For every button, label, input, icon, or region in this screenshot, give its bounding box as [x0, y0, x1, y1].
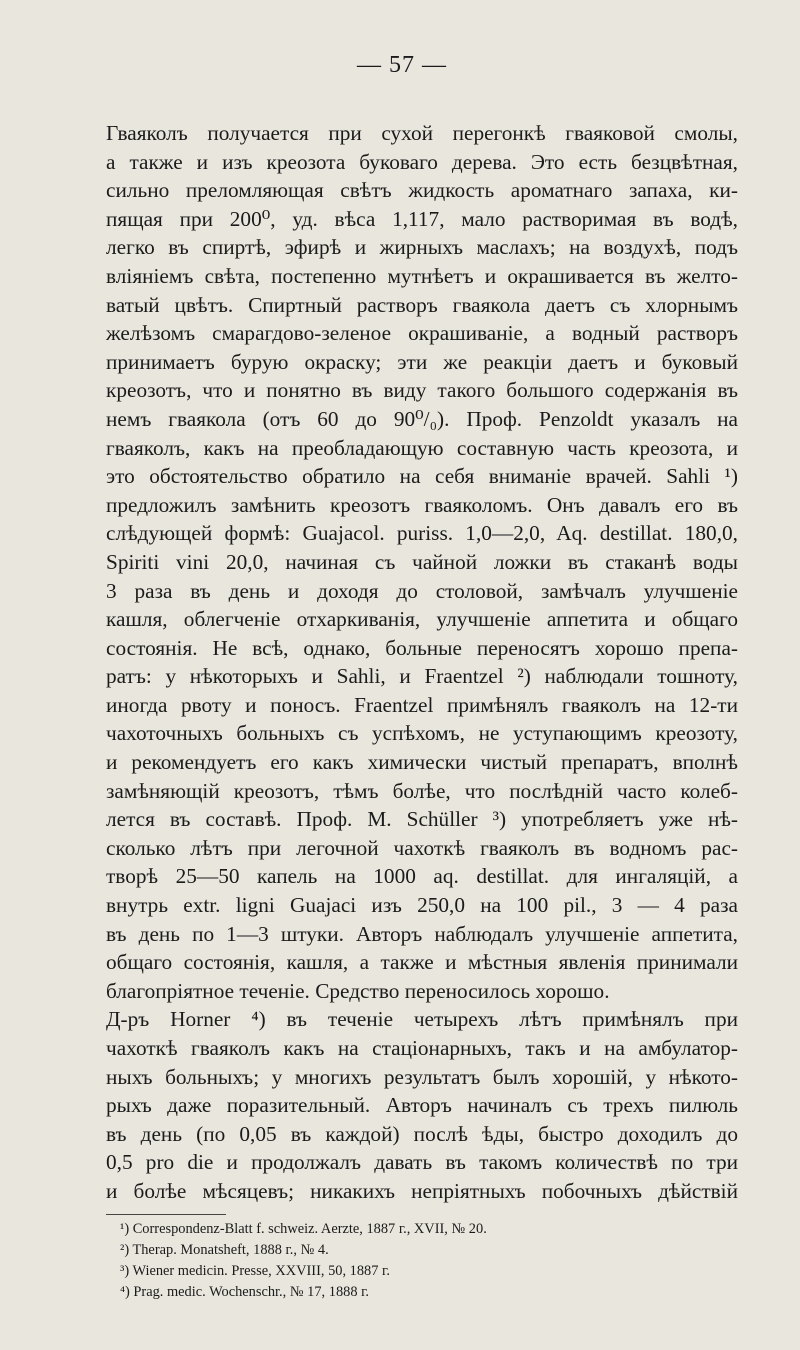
text-line: легко въ спиртѣ, эфирѣ и жирныхъ маслахъ; на воздухѣ, подъ — [106, 235, 738, 260]
text-line: принимаетъ бурую окраску; эти же реакціи даетъ и буковый — [106, 349, 738, 374]
text-line: внутрь extr. ligni Guajaci изъ 250,0 на 100 pil., 3 — 4 раза — [106, 893, 738, 918]
text-line: Д-ръ Horner ⁴) въ теченіе четырехъ лѣтъ примѣнялъ при — [106, 1007, 738, 1032]
text-line: чахоткѣ гваяколъ какъ на стаціонарныхъ, такъ и на амбулатор- — [106, 1036, 738, 1060]
text-line: а также и изъ креозота буковаго дерева. Это есть безцвѣтная, — [106, 149, 738, 174]
text-line: креозотъ, что и понятно въ виду такого большого содержанія въ — [106, 378, 738, 403]
footnote: ³) Wiener medicin. Presse, XXVIII, 50, 1887 г. — [120, 1262, 390, 1279]
text-line: рыхъ даже поразительный. Авторъ начиналъ съ трехъ пилюль — [106, 1093, 738, 1118]
text-line: и болѣе мѣсяцевъ; никакихъ непріятныхъ побочныхъ дѣйствій — [106, 1178, 738, 1203]
text-line: ратъ: у нѣкоторыхъ и Sahli, и Fraentzel ²) наблюдали тошноту, — [106, 664, 738, 689]
text-line: сильно преломляющая свѣтъ жидкость ароматнаго запаха, ки- — [106, 178, 738, 203]
text-line: ватый цвѣтъ. Спиртный растворъ гваякола даетъ съ хлорнымъ — [106, 292, 738, 317]
footnote: ⁴) Prag. medic. Wochenschr., № 17, 1888 г. — [120, 1283, 370, 1300]
text-line: слѣдующей формѣ: Guajacol. puriss. 1,0—2,0, Aq. destillat. 180,0, — [106, 521, 738, 546]
footnote-divider — [106, 1214, 226, 1215]
text-line: въ день (по 0,05 въ каждой) послѣ ѣды, быстро доходилъ до — [106, 1121, 738, 1146]
text-line: Spiriti vini 20,0, начиная съ чайной ложки въ стаканѣ воды — [106, 549, 738, 574]
text-line: 3 раза въ день и доходя до столовой, замѣчалъ улучшеніе — [106, 578, 738, 603]
text-line: кашля, облегченіе отхаркиванія, улучшеніе аппетита и общаго — [106, 607, 738, 632]
text-line: въ день по 1—3 штуки. Авторъ наблюдалъ улучшеніе аппетита, — [106, 921, 738, 946]
body-text — [106, 119, 738, 1206]
page-number: — 57 — — [357, 52, 447, 78]
text-line: благопріятное теченіе. Средство переносилось хорошо. — [106, 978, 610, 1003]
text-line: сколько лѣтъ при легочной чахоткѣ гваяколъ въ водномъ рас- — [106, 835, 738, 860]
text-line: пящая при 200⁰, уд. вѣса 1,117, мало растворимая въ водѣ, — [106, 206, 738, 231]
text-line: и рекомендуетъ его какъ химически чистый препаратъ, вполнѣ — [106, 750, 738, 775]
text-line: гваяколъ, какъ на преобладающую составную часть креозота, и — [106, 435, 738, 460]
footnotes — [106, 1219, 738, 1303]
text-line: чахоточныхъ больныхъ съ успѣхомъ, не уступающимъ креозоту, — [106, 721, 738, 746]
text-line: общаго состоянія, кашля, а также и мѣстныя явленія принимали — [106, 950, 738, 975]
text-line: ныхъ больныхъ; у многихъ результатъ былъ хорошій, у нѣкото- — [106, 1064, 738, 1089]
text-line: вліяніемъ свѣта, постепенно мутнѣетъ и окрашивается въ желто- — [106, 263, 738, 288]
text-line: желѣзомъ смарагдово-зеленое окрашиваніе, а водный растворъ — [106, 321, 738, 346]
text-line: Гваяколъ получается при сухой перегонкѣ гваяковой смолы, — [106, 121, 738, 145]
text-line: замѣняющій креозотъ, тѣмъ болѣе, что послѣдній часто колеб- — [106, 778, 738, 803]
text-line: 0,5 pro die и продолжалъ давать въ такомъ количествѣ по три — [106, 1150, 738, 1175]
text-line: иногда рвоту и поносъ. Fraentzel примѣнялъ гваяколъ на 12-ти — [106, 692, 738, 717]
text-line: лется въ составѣ. Проф. M. Schüller ³) употребляетъ уже нѣ- — [106, 807, 738, 832]
text-line: немъ гваякола (отъ 60 до 90⁰/₀). Проф. Penzoldt указалъ на — [106, 406, 738, 431]
text-line: это обстоятельство обратило на себя вниманіе врачей. Sahli ¹) — [106, 464, 738, 489]
footnote: ¹) Correspondenz-Blatt f. schweiz. Aerzte, 1887 г., XVII, № 20. — [120, 1220, 487, 1237]
text-line: творѣ 25—50 капель на 1000 aq. destillat. для ингаляцій, а — [106, 864, 738, 889]
text-line: предложилъ замѣнить креозотъ гваяколомъ. Онъ давалъ его въ — [106, 492, 738, 517]
text-line: состоянія. Не всѣ, однако, больные переносятъ хорошо препа- — [106, 635, 738, 660]
footnote: ²) Therap. Monatsheft, 1888 г., № 4. — [120, 1241, 329, 1258]
